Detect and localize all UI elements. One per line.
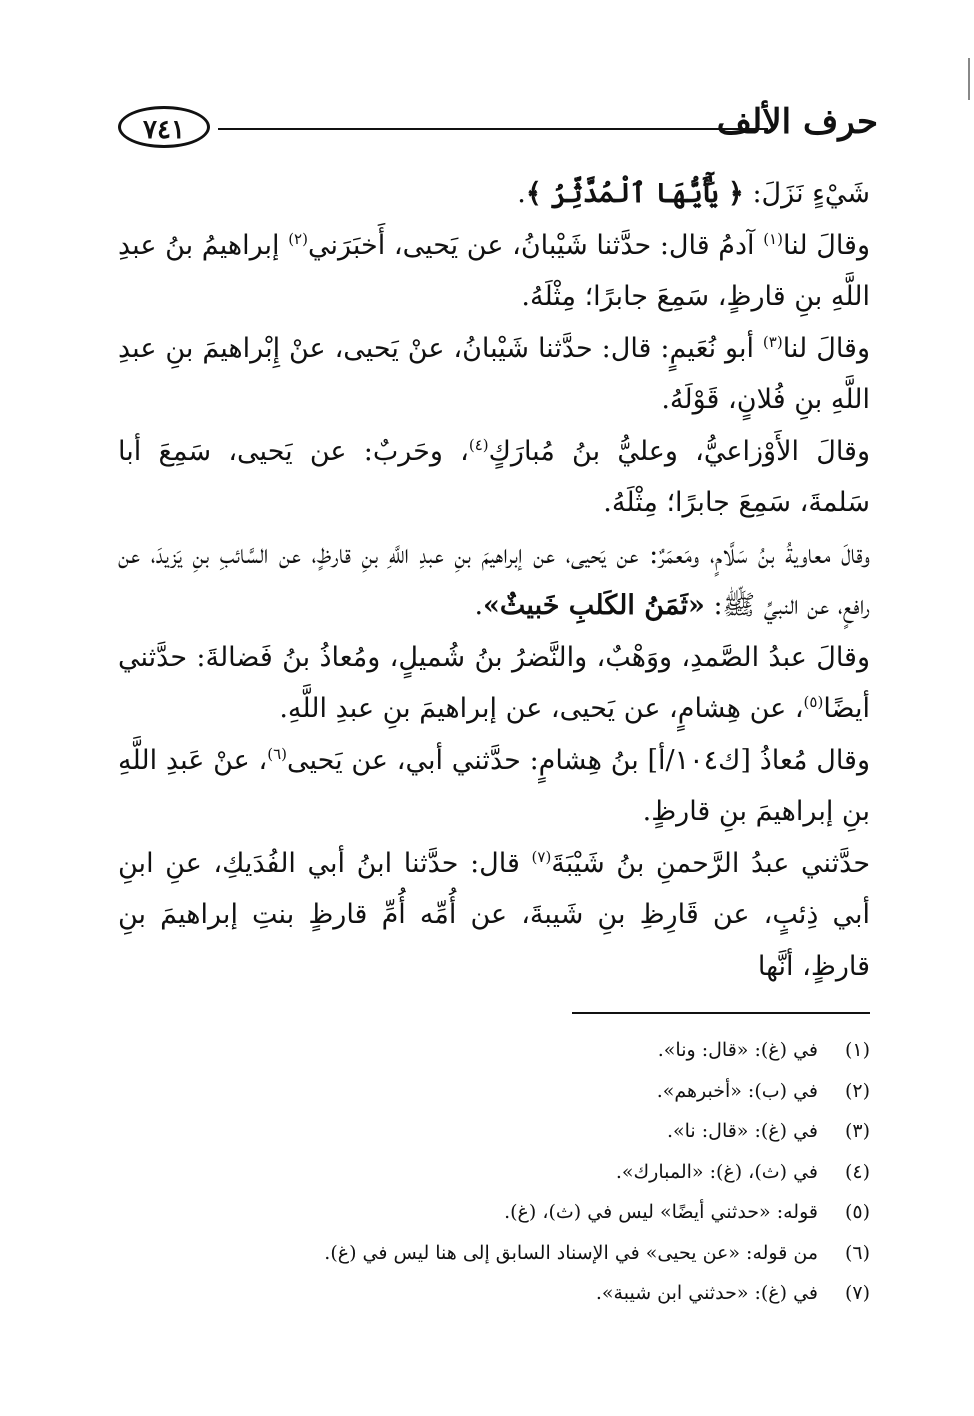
footnotes: [250, 1030, 870, 1314]
footnote: [250, 1233, 870, 1274]
text-run: وقال مُعاذُ [ك١٠٤/أ] بنُ هِشامٍ: حدَّثني أبي، عن يَحيى: [287, 744, 871, 776]
text-run: أبو نُعَيمٍ: قال: حدَّثنا شَيْبانُ، عنْ يَحيى، عنْ إِبْراهيمَ بنِ عبدِ اللَّهِ بنِ فُلانٍ، قَوْلَهُ.: [118, 332, 870, 415]
page-number: ٧٤١: [118, 106, 210, 148]
text-run: قال: حدَّثنا ابنُ أبي الفُدَيكِ، عنِ ابنِ أبي ذِئبٍ، عن قَارِظِ بنِ شَيبةَ، عن أُمِّه أُمِّ قارظٍ بنتِ إبراهيمَ بنِ قارظٍ، أنَّها: [118, 847, 870, 982]
footnote-number: (٧): [844, 1282, 870, 1304]
text-run: وقالَ لنا: [782, 229, 870, 261]
footnote-reference: (٢): [288, 229, 308, 248]
footnote-text: في (غ): «قال: ونا».: [657, 1039, 818, 1061]
header-rule: [218, 128, 768, 130]
footnote-separator: [572, 1012, 870, 1014]
footnote-text: في (ب): «أخبرهم».: [656, 1079, 818, 1102]
text-run: حدَّثني عبدُ الرَّحمنِ بنُ شَيْبَةَ: [551, 847, 871, 879]
footnote-number: (٦): [844, 1241, 870, 1264]
body-paragraph: [118, 632, 870, 735]
footnote-text: في (غ): «حدثني ابن شيبة».: [595, 1282, 818, 1304]
footnote: [250, 1192, 870, 1233]
text-run: ، عنْ عَبدِ اللَّهِ بنِ إبراهيمَ بنِ قارظٍ.: [118, 744, 870, 827]
footnote-reference: (٣): [762, 332, 783, 351]
footnote: [250, 1152, 870, 1193]
footnote: [250, 1071, 870, 1112]
body-paragraph: [118, 426, 870, 529]
footnote-text: في (ث)، (غ): «المبارك».: [615, 1160, 818, 1183]
text-run: وقالَ معاويةُ بنُ سَلَّامٍ، ومَعمَرٌ: عن يَحيى، عن إبراهيمَ بنِ عبدِ اللَّهِ بنِ قارظٍ، عن السَّائبِ بنِ يَزيدَ، عن رافعٍ، عن النبيِّ ﷺ:: [118, 538, 870, 621]
quran-quote: ﴿ يَٰٓأَيُّهَا ٱلْمُدَّثِّرُ ﴾: [525, 178, 744, 209]
page-edge-mark: [968, 58, 970, 100]
hadith-quote: «ثَمَنُ الكَلبِ خَبيثٌ»: [483, 590, 705, 621]
text-run: .: [517, 178, 526, 209]
footnote-text: من قوله: «عن يحيى» في الإسناد السابق إلى هنا ليس في (غ).: [324, 1241, 818, 1264]
footnote-reference: (٦): [267, 744, 288, 763]
text-run: وقالَ لنا: [782, 332, 870, 364]
footnote-number: (٢): [844, 1079, 870, 1102]
chapter-title: حرف الألف: [716, 102, 878, 142]
text-run: وقالَ الأَوْزاعيُّ، وعليُّ بنُ مُبارَكٍ: [488, 435, 870, 467]
body-paragraph: [118, 838, 870, 993]
footnote-reference: (٤): [468, 435, 489, 454]
footnote-reference: (١): [763, 229, 783, 248]
body-paragraph: [118, 323, 870, 426]
footnote-number: (٥): [844, 1201, 870, 1223]
main-text: [118, 168, 870, 992]
text-run: وقالَ عبدُ الصَّمدِ، ووَهْبٌ، والنَّضرُ بنُ شُميلٍ، ومُعاذُ بنُ فَضالةَ: حدَّثني أيضًا: [118, 641, 870, 724]
page-header: [118, 96, 878, 160]
footnote-text: في (غ): «قال: نا».: [666, 1120, 818, 1142]
footnote: [250, 1030, 870, 1071]
body-paragraph: [118, 529, 870, 632]
body-paragraph: [118, 168, 870, 220]
footnote-reference: (٥): [803, 693, 824, 711]
text-run: آدمُ قال: حدَّثنا شَيْبانُ، عن يَحيى، أَخبَرَني: [307, 229, 764, 261]
body-paragraph: [118, 220, 870, 323]
footnote-number: (٤): [844, 1160, 870, 1183]
footnote-number: (١): [844, 1039, 870, 1061]
text-run: شَيْءٍ نَزَلَ:: [743, 178, 870, 209]
footnote: [250, 1273, 870, 1314]
text-run: ، وحَربٌ: عن يَحيى، سَمِعَ أبا سَلمةَ، سَمِعَ جابرًا؛ مِثْلَهُ.: [118, 435, 870, 518]
body-paragraph: [118, 735, 870, 838]
text-run: ، عن هِشامٍ، عن يَحيى، عن إبراهيمَ بنِ عبدِ اللَّهِ.: [279, 693, 804, 724]
text-run: .: [474, 590, 484, 621]
footnote-reference: (٧): [531, 847, 552, 866]
text-run: إبراهيمُ بنُ عبدِ اللَّهِ بنِ قارظٍ، سَمِعَ جابرًا؛ مِثْلَهُ.: [118, 229, 870, 312]
footnote: [250, 1111, 870, 1152]
footnote-text: قوله: «حدثني أيضًا» ليس في (ث)، (غ).: [504, 1201, 818, 1223]
footnote-number: (٣): [844, 1120, 870, 1142]
